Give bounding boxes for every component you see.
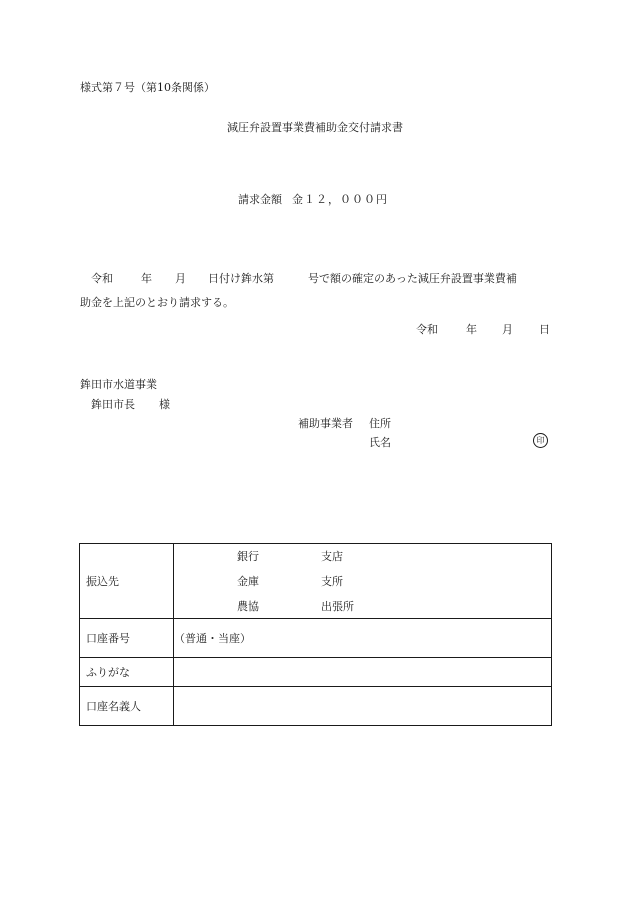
furigana-label: ふりがな [80, 658, 174, 687]
account-holder-label: 口座名義人 [80, 687, 174, 726]
account-number-label: 口座番号 [80, 619, 174, 658]
request-amount-label: 請求金額 [238, 193, 282, 206]
statement-line-2: 助金を上記のとおり請求する。 [80, 296, 234, 309]
branch-shutchojo: 出張所 [321, 600, 354, 613]
request-amount-value: 金１２，０００円 [292, 193, 388, 206]
account-holder-value [174, 687, 552, 726]
table-row [80, 687, 552, 726]
date-day: 日 [539, 323, 550, 336]
statement-day-ref: 日付け鉾水第 [208, 272, 274, 285]
furigana-value [174, 658, 552, 687]
table-row [80, 619, 552, 658]
table-row [80, 544, 552, 619]
branch-shiten: 支店 [321, 550, 343, 563]
date-year: 年 [466, 323, 477, 336]
date-month: 月 [502, 323, 513, 336]
bank-account-table [79, 543, 552, 726]
account-type: （普通・当座） [174, 619, 552, 658]
addressee-mayor-title: 鉾田市長 [91, 398, 135, 411]
transfer-label: 振込先 [80, 544, 174, 619]
statement-clause-1: 号で額の確定のあった減圧弁設置事業費補 [308, 272, 517, 285]
addressee-mayor [91, 399, 170, 410]
applicant-address-label: 住所 [369, 417, 391, 430]
addressee-honorific: 様 [159, 398, 170, 411]
institution-bank: 銀行 [237, 550, 259, 563]
date-era: 令和 [416, 323, 438, 336]
applicant-label: 補助事業者 [298, 417, 353, 430]
statement-year: 年 [141, 272, 152, 285]
request-amount [238, 194, 388, 205]
seal-mark: 印 [533, 433, 548, 448]
addressee-organization: 鉾田市水道事業 [80, 378, 157, 391]
institution-nokyo: 農協 [237, 600, 259, 613]
document-title: 減圧弁設置事業費補助金交付請求書 [227, 121, 403, 134]
applicant-name-label: 氏名 [369, 436, 391, 449]
request-date [416, 324, 550, 335]
form-number: 様式第７号（第10条関係） [80, 81, 215, 94]
statement-month: 月 [175, 272, 186, 285]
branch-shisho: 支所 [321, 575, 343, 588]
statement-line-1 [80, 267, 552, 291]
transfer-cell [174, 544, 552, 619]
statement-era: 令和 [91, 272, 113, 285]
institution-shinkin: 金庫 [237, 575, 259, 588]
request-statement [80, 267, 552, 315]
table-row [80, 658, 552, 687]
